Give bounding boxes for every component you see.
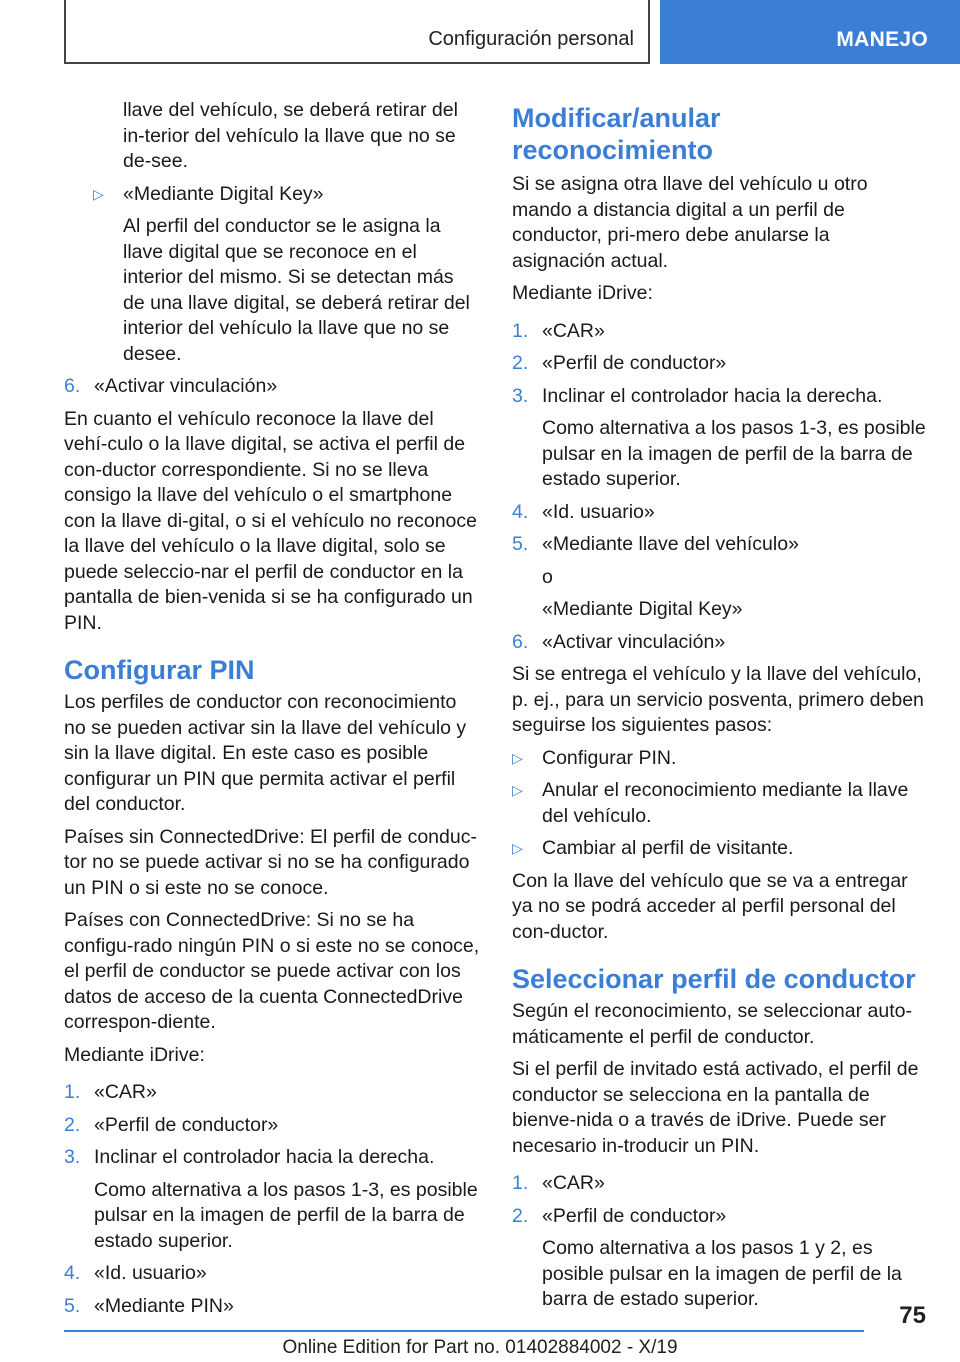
bullet-label: Configurar PIN.	[542, 746, 677, 769]
paragraph: Con la llave del vehículo que se va a entregar ya no se podrá acceder al perfil personal del con‐ductor.	[512, 869, 908, 943]
list-item	[512, 532, 928, 558]
step-label: «Id. usuario»	[542, 500, 655, 523]
header-title: Configuración personal	[428, 28, 634, 50]
paragraph: Los perfiles de conductor con reconocimiento no se pueden activar sin la llave del vehículo y sin la llave digital. En este caso es posible configurar un PIN que permita activar el perfil del conductor.	[64, 691, 467, 815]
step-number: 3.	[512, 384, 529, 407]
bullet-label: Anular el reconocimiento mediante la llave del vehículo.	[542, 779, 909, 827]
paragraph: Países sin ConnectedDrive: El perfil de conduc‐tor no se puede activar si no se ha configurado un PIN o si este no se conoce.	[64, 825, 477, 899]
list-item	[64, 1294, 480, 1320]
step-label: «Mediante PIN»	[94, 1294, 234, 1317]
step-label: «Perfil de conductor»	[542, 352, 727, 374]
list-item	[512, 351, 928, 377]
bullet-item	[512, 778, 928, 829]
list-item	[64, 1080, 480, 1106]
step-label: «CAR»	[542, 319, 605, 342]
step-label: «Activar vinculación»	[94, 375, 278, 397]
bullet-label: «Mediante Digital Key»	[123, 182, 324, 205]
step-number: 3.	[64, 1146, 81, 1168]
list-item	[512, 319, 928, 345]
list-item	[64, 1145, 480, 1171]
step-label: «CAR»	[542, 1172, 605, 1194]
paragraph: «Mediante Digital Key»	[542, 598, 743, 620]
step-label: «Id. usuario»	[94, 1262, 207, 1284]
step-label: «CAR»	[94, 1081, 157, 1103]
header-section-label: MANEJO	[836, 28, 928, 51]
paragraph: Como alternativa a los pasos 1‐3, es posible pulsar en la imagen de perfil de la barra de estado superior.	[542, 417, 926, 490]
section-heading-modificar-reconocimiento: Modificar/anular reconocimiento	[512, 103, 721, 165]
bullet-item	[93, 182, 480, 208]
bullet-label: Cambiar al perfil de visitante.	[542, 837, 794, 859]
list-item	[512, 630, 928, 656]
list-item	[64, 374, 480, 400]
step-number: 5.	[64, 1294, 81, 1317]
header-section-tab	[660, 0, 960, 64]
step-label: «Activar vinculación»	[542, 630, 726, 653]
triangle-bullet-icon: ▷	[512, 782, 523, 798]
paragraph: Si se entrega el vehículo y la llave del vehículo, p. ej., para un servicio posventa, primero deben seguirse los siguientes pasos:	[512, 663, 924, 736]
section-heading-configurar-pin: Configurar PIN	[64, 655, 255, 685]
list-item	[64, 1113, 480, 1139]
step-label: «Mediante llave del vehículo»	[542, 533, 799, 555]
list-item	[512, 1204, 928, 1230]
paragraph: Según el reconocimiento, se seleccionar auto‐máticamente el perfil de conductor.	[512, 1000, 912, 1048]
list-item	[512, 1171, 928, 1197]
bullet-item	[512, 746, 928, 772]
step-label: Inclinar el controlador hacia la derecha.	[542, 384, 883, 407]
paragraph: Al perfil del conductor se le asigna la llave digital que se reconoce en el interior del mismo. Si se detectan más de una llave digital, se deberá retirar del interior del vehículo la llave que no se desee.	[123, 215, 470, 365]
paragraph: o	[542, 565, 553, 588]
step-number: 2.	[512, 352, 529, 374]
right-column	[512, 102, 928, 1320]
footer-edition: Online Edition for Part no. 01402884002 - X/19	[282, 1337, 678, 1358]
section-heading-seleccionar-perfil: Seleccionar perfil de conductor	[512, 964, 916, 994]
step-number: 1.	[512, 1172, 529, 1194]
paragraph: llave del vehículo, se deberá retirar del in‐terior del vehículo la llave que no se de‐see.	[123, 99, 458, 172]
paragraph: Si el perfil de invitado está activado, el perfil de conductor se selecciona en la pantalla de bienve‐nida o a través de iDrive. Puede ser necesario in‐troducir un PIN.	[512, 1058, 919, 1157]
paragraph: Países con ConnectedDrive: Si no se ha configu‐rado ningún PIN o si este no se conoce, el perfil de conductor se puede activar con los datos de acceso de la cuenta ConnectedDrive correspon‐diente.	[64, 909, 480, 1033]
paragraph: Si se asigna otra llave del vehículo u otro mando a distancia digital a un perfil de conductor, pri‐mero debe anularse la asignación actual.	[512, 173, 868, 272]
paragraph: Mediante iDrive:	[512, 282, 653, 304]
paragraph: Mediante iDrive:	[64, 1043, 205, 1066]
header-left-box	[64, 0, 650, 64]
step-label: «Perfil de conductor»	[542, 1204, 727, 1227]
triangle-bullet-icon: ▷	[512, 749, 523, 766]
step-number: 1.	[64, 1081, 81, 1103]
triangle-bullet-icon: ▷	[93, 185, 104, 202]
left-column	[64, 98, 480, 1326]
list-item	[64, 1261, 480, 1287]
list-item	[512, 500, 928, 526]
step-number: 5.	[512, 533, 529, 555]
step-number: 4.	[64, 1262, 81, 1284]
paragraph: Como alternativa a los pasos 1‐3, es posible pulsar en la imagen de perfil de la barra de estado superior.	[94, 1178, 478, 1252]
step-number: 2.	[512, 1204, 529, 1227]
step-label: Inclinar el controlador hacia la derecha.	[94, 1146, 435, 1168]
list-item	[512, 384, 928, 410]
paragraph: Como alternativa a los pasos 1 y 2, es posible pulsar en la imagen de perfil de la barra de estado superior.	[542, 1237, 902, 1310]
bullet-item	[512, 836, 928, 862]
step-number: 2.	[64, 1113, 81, 1136]
step-number: 6.	[512, 630, 529, 653]
page-number: 75	[899, 1302, 926, 1329]
step-number: 1.	[512, 319, 529, 342]
triangle-bullet-icon: ▷	[512, 840, 523, 856]
step-number: 6.	[64, 375, 81, 397]
paragraph: En cuanto el vehículo reconoce la llave del vehí‐culo o la llave digital, se activa el perfil de con‐ductor correspondiente. Si no se lleva consigo la llave del vehículo o el smartphone con la llave di‐gital, o si el vehículo no reconoce la llave del vehículo o la llave digital, solo se puede seleccio‐nar el perfil de conductor en la pantalla de bien‐venida si se ha configurado un PIN.	[64, 407, 477, 634]
step-label: «Perfil de conductor»	[94, 1113, 279, 1136]
footer-divider	[64, 1330, 864, 1332]
step-number: 4.	[512, 500, 529, 523]
